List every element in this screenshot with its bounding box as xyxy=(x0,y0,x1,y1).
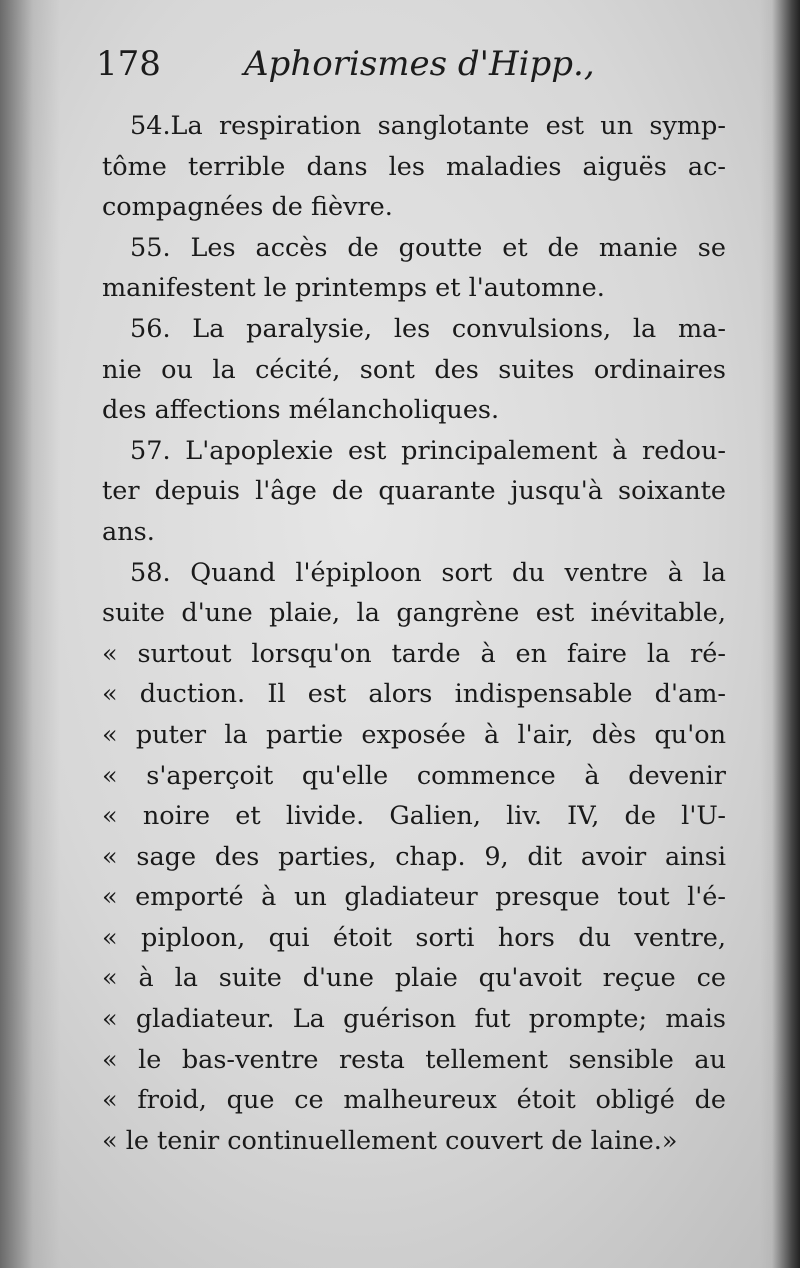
text-line: nie ou la cécité, sont des suites ordinaires xyxy=(102,354,726,385)
text-line: compagnées de fièvre. xyxy=(102,192,393,223)
page-gutter-shadow xyxy=(0,0,60,1268)
text-line: « sage des parties, chap. 9, dit avoir ainsi xyxy=(102,841,726,872)
text-line: « emporté à un gladiateur presque tout l'é- xyxy=(102,882,726,913)
text-line: « puter la partie exposée à l'air, dès qu'on xyxy=(102,719,726,750)
text-line: « duction. Il est alors indispensable d'am- xyxy=(102,679,726,710)
text-line: tôme terrible dans les maladies aiguës ac- xyxy=(102,151,726,182)
aphorism-57 xyxy=(102,431,726,553)
page-edge-shadow xyxy=(760,0,800,1268)
text-line: manifestent le printemps et l'automne. xyxy=(102,273,605,304)
text-line: 56. La paralysie, les convulsions, la ma- xyxy=(130,313,726,344)
text-line: 58. Quand l'épiploon sort du ventre à la xyxy=(130,557,726,588)
text-line: « froid, que ce malheureux étoit obligé de xyxy=(102,1085,726,1116)
text-line: « gladiateur. La guérison fut prompte; mais xyxy=(102,1004,726,1035)
text-line: suite d'une plaie, la gangrène est inévitable, xyxy=(102,598,726,629)
aphorism-55 xyxy=(102,228,726,309)
text-line: « le tenir continuellement couvert de laine.» xyxy=(102,1125,678,1156)
text-line: « à la suite d'une plaie qu'avoit reçue ce xyxy=(102,963,726,994)
aphorism-54 xyxy=(102,106,726,228)
text-line: « s'aperçoit qu'elle commence à devenir xyxy=(102,760,726,791)
text-line: ter depuis l'âge de quarante jusqu'à soixante xyxy=(102,476,726,507)
body-text xyxy=(102,106,726,1161)
text-line: « surtout lorsqu'on tarde à en faire la ré- xyxy=(102,638,726,669)
running-title: Aphorismes d'Hipp., xyxy=(244,44,595,84)
text-line: 57. L'apoplexie est principalement à redou- xyxy=(130,435,726,466)
aphorism-56 xyxy=(102,309,726,431)
page-header xyxy=(96,44,616,96)
text-line: des affections mélancholiques. xyxy=(102,395,500,426)
text-line: 54.La respiration sanglotante est un symp- xyxy=(130,111,726,141)
text-line: « piploon, qui étoit sorti hors du ventre, xyxy=(102,922,726,953)
text-line: 55. Les accès de goutte et de manie se xyxy=(130,232,726,263)
text-line: « noire et livide. Galien, liv. IV, de l'U- xyxy=(102,801,726,832)
page-number: 178 xyxy=(96,44,161,84)
text-line: ans. xyxy=(102,516,155,547)
aphorism-58 xyxy=(102,553,726,1162)
text-line: « le bas-ventre resta tellement sensible au xyxy=(102,1044,726,1075)
